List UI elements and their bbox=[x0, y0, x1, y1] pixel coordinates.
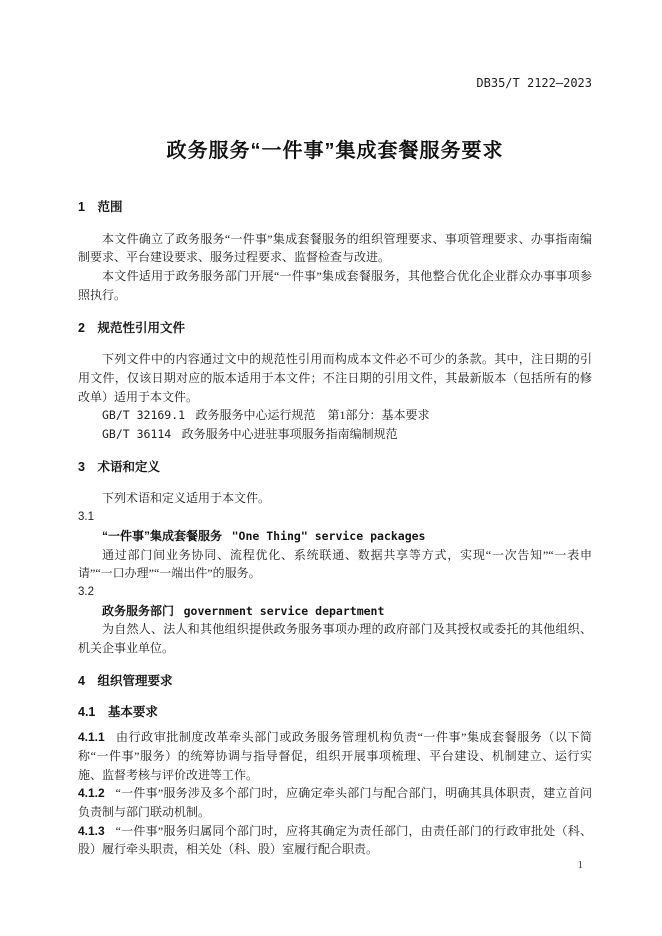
page-title: 政务服务“一件事”集成套餐服务要求 bbox=[166, 140, 504, 162]
section-3-heading: 3 术语和定义 bbox=[78, 459, 160, 474]
clause-text: “一件事”服务涉及多个部门时，应确定牵头部门与配合部门，明确其具体职责，建立首问负责制与部门联动机制。 bbox=[78, 786, 592, 819]
term-number: 3.2 bbox=[78, 585, 94, 598]
term-title bbox=[78, 602, 592, 621]
term-definition: 为自然人、法人和其他组织提供政务服务事项办理的政府部门及其授权或委托的其他组织、机关企事业单位。 bbox=[78, 622, 592, 656]
reference-entry bbox=[78, 406, 592, 425]
doc-number: DB35/T 2122—2023 bbox=[476, 76, 592, 90]
reference-title: 政务服务中心进驻事项服务指南编制规范 bbox=[181, 427, 398, 442]
reference-code: GB/T 36114 bbox=[102, 427, 172, 442]
section-3-intro: 下列术语和定义适用于本文件。 bbox=[102, 491, 271, 506]
clause-number: 4.1.3 bbox=[78, 823, 105, 838]
term-title-english: government service department bbox=[183, 603, 385, 618]
page-number: 1 bbox=[577, 859, 583, 871]
term-title-chinese: “一件事”集成套餐服务 bbox=[102, 528, 223, 543]
reference-code: GB/T 32169.1 bbox=[102, 408, 186, 423]
reference-entry bbox=[78, 425, 592, 444]
clause-paragraph bbox=[78, 822, 592, 859]
section-2-paragraph-1: 下列文件中的内容通过文中的规范性引用而构成本文件必不可少的条款。其中，注日期的引用文件，仅该日期对应的版本适用于本文件；不注日期的引用文件，其最新版本（包括所有的修改单）适用于本文件。 bbox=[78, 352, 592, 404]
section-1-paragraph-1: 本文件确立了政务服务“一件事”集成套餐服务的组织管理要求、事项管理要求、办事指南编制要求、平台建设要求、服务过程要求、监督检查与改进。 bbox=[78, 231, 592, 265]
clause-number: 4.1.1 bbox=[78, 730, 105, 745]
reference-title: 政务服务中心运行规范 第1部分：基本要求 bbox=[195, 408, 430, 423]
term-title bbox=[78, 527, 592, 546]
section-1-heading: 1 范围 bbox=[78, 200, 123, 214]
clause-number: 4.1.2 bbox=[78, 786, 105, 801]
clause-paragraph bbox=[78, 784, 592, 821]
clause-paragraph bbox=[78, 728, 592, 784]
term-definition: 通过部门间业务协同、流程优化、系统联通、数据共享等方式，实现“一次告知”“一表申请”“一口办理”“一端出件”的服务。 bbox=[78, 547, 592, 581]
section-1-paragraph-2: 本文件适用于政务服务部门开展“一件事”集成套餐服务，其他整合优化企业群众办事事项参照执行。 bbox=[78, 269, 592, 302]
term-number: 3.1 bbox=[78, 511, 94, 524]
clause-text: “一件事”服务归属同个部门时，应将其确定为责任部门，由责任部门的行政审批处（科、股）履行牵头职责，相关处（科、股）室履行配合职责。 bbox=[78, 823, 592, 857]
section-4-heading: 4 组织管理要求 bbox=[78, 673, 173, 688]
clause-text: 由行政审批制度改革牵头部门或政务服务管理机构负责“一件事”集成套餐服务（以下简称“一件事”服务）的统筹协调与指导督促，组织开展事项梳理、平台建设、机制建立、运行实施、监督考核与评价改进等工作。 bbox=[78, 730, 592, 782]
section-2-heading: 2 规范性引用文件 bbox=[78, 320, 185, 335]
section-4-1-heading: 4.1 基本要求 bbox=[78, 705, 158, 720]
term-title-english: "One Thing" service packages bbox=[231, 528, 426, 543]
term-title-chinese: 政务服务部门 bbox=[102, 603, 175, 618]
